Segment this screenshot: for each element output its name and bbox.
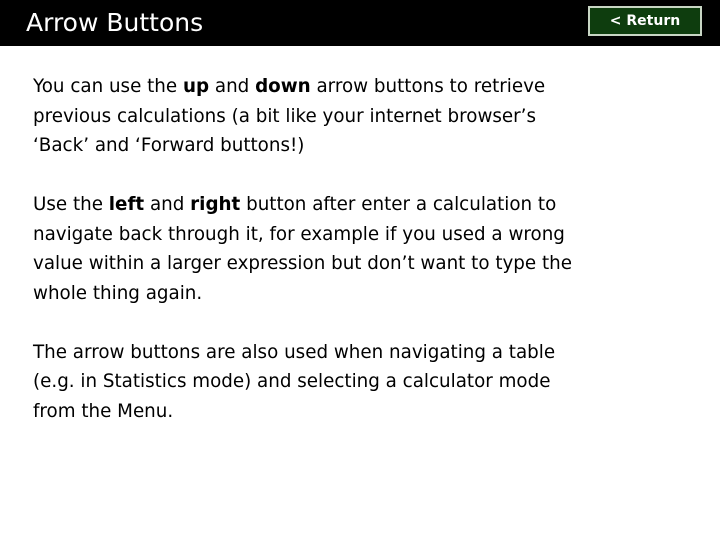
paragraph-text: and — [209, 76, 256, 97]
emphasis-down: down — [255, 76, 311, 97]
paragraph-text: Use the — [33, 194, 109, 215]
page-title: Arrow Buttons — [26, 8, 204, 37]
title-bar — [0, 0, 720, 46]
emphasis-right: right — [190, 194, 241, 215]
paragraph-arrow-navigate — [33, 190, 578, 308]
paragraph-text: button after enter a calculation to navigate back through it, for example if you used a wrong value within a larger expression but don’t want to type the whole thing again. — [33, 194, 572, 304]
paragraph-arrow-history — [33, 72, 578, 161]
emphasis-up: up — [182, 76, 210, 97]
content-body — [33, 72, 578, 456]
paragraph-arrow-menus — [33, 338, 578, 427]
return-button[interactable]: < Return — [588, 6, 702, 36]
paragraph-text: and — [144, 194, 191, 215]
emphasis-left: left — [108, 194, 145, 215]
paragraph-text: arrow buttons to retrieve previous calculations (a bit like your internet browser’s ‘Back’ and ‘Forward buttons!) — [33, 76, 546, 156]
paragraph-text: The arrow buttons are also used when navigating a table (e.g. in Statistics mode) and selecting a calculator mode from the Menu. — [33, 341, 556, 422]
paragraph-text: You can use the — [33, 76, 183, 97]
